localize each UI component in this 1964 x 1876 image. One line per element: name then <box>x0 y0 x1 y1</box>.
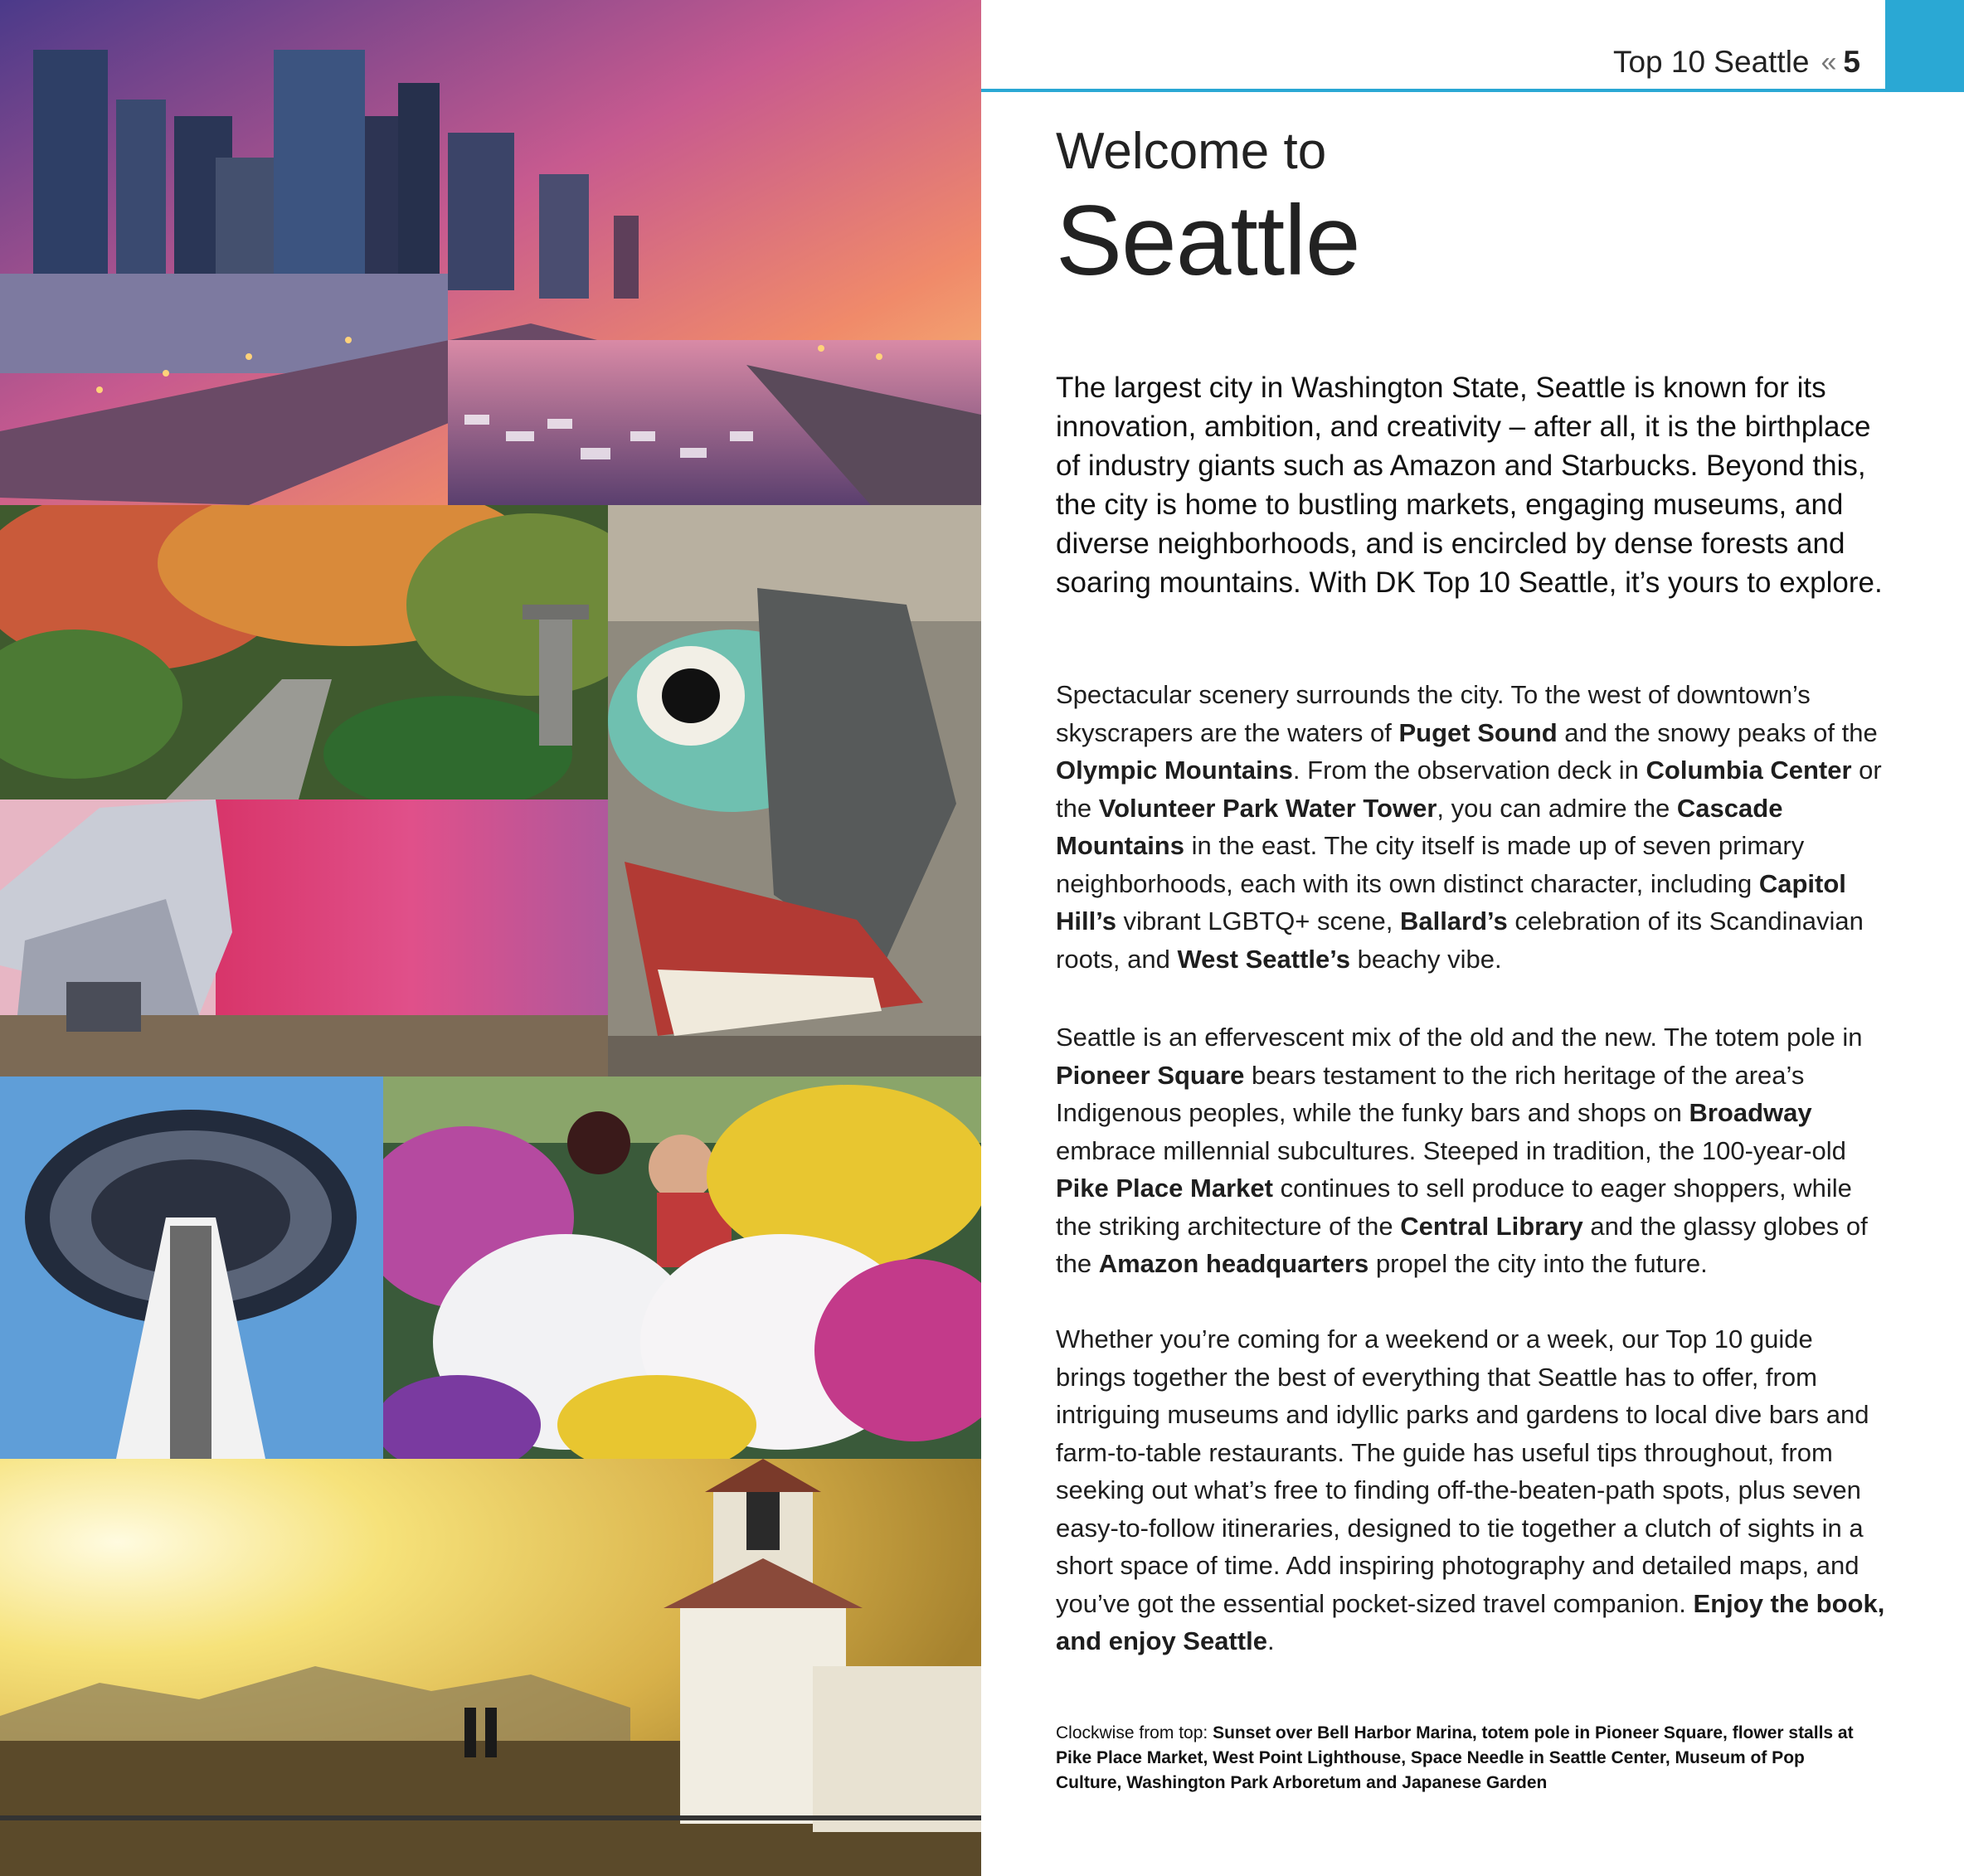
header-accent-tab <box>1885 0 1964 92</box>
bold-place-name: Volunteer Park Water Tower <box>1098 793 1437 823</box>
paragraph-text: and the glassy globes of the <box>1056 1211 1868 1278</box>
space-needle-photo <box>0 1077 383 1459</box>
paragraph-text: embrace millennial subcultures. Steeped in tradition, the 100-year-old <box>1056 1135 1846 1165</box>
bold-place-name: West Seattle’s <box>1177 944 1350 974</box>
double-chevron-left-icon: « <box>1821 46 1832 78</box>
paragraph-text: vibrant LGBTQ+ scene, <box>1116 906 1400 936</box>
bold-place-name: Enjoy the book, and enjoy Seattle <box>1056 1588 1885 1655</box>
paragraph-text: Spectacular scenery surrounds the city. To the west of downtown’s skyscrapers are the waters of <box>1056 680 1811 747</box>
bold-place-name: Cascade Mountains <box>1056 793 1783 860</box>
bold-place-name: Broadway <box>1689 1098 1812 1127</box>
paragraph-text: . <box>1266 1626 1275 1655</box>
bold-place-name: Pioneer Square <box>1056 1060 1245 1090</box>
sunset-marina-photo <box>0 0 981 505</box>
body-paragraph-2 <box>1056 1018 1885 1283</box>
running-title: Top 10 Seattle <box>1612 45 1810 79</box>
paragraph-text: bears testament to the rich heritage of the area’s Indigenous peoples, while the funky bars and shops on <box>1056 1060 1805 1127</box>
west-point-lighthouse-photo <box>0 1459 981 1876</box>
body-paragraph-1 <box>1056 676 1885 978</box>
paragraph-text: , you can admire the <box>1437 793 1677 823</box>
pike-place-flowers-photo <box>383 1077 981 1459</box>
bold-place-name: Ballard’s <box>1399 906 1508 936</box>
caption-text: Sunset over Bell Harbor Marina, totem pole in Pioneer Square, flower stalls at Pike Place Market, West Point Lighthouse, Space Needle in Seattle Center, Museum of Pop Culture, Washington Park Arboretum and Japanese Garden <box>1056 1723 1854 1792</box>
paragraph-text: Seattle is an effervescent mix of the old and the new. The totem pole in <box>1056 1023 1863 1052</box>
paragraph-text: and the snowy peaks of the <box>1557 717 1878 747</box>
bold-place-name: Central Library <box>1400 1211 1583 1241</box>
paragraph-text: in the east. The city itself is made up of seven primary neighborhoods, each with its own distinct character, including <box>1056 831 1805 898</box>
bold-place-name: Columbia Center <box>1646 756 1852 785</box>
paragraph-text: continues to sell produce to eager shoppers, while the striking architecture of the <box>1056 1174 1852 1241</box>
museum-of-pop-culture-photo <box>0 799 608 1077</box>
photo-caption <box>1056 1721 1869 1796</box>
paragraph-text: celebration of its Scandinavian roots, and <box>1056 906 1864 974</box>
paragraph-text: . From the observation deck in <box>1292 756 1646 785</box>
page-kicker: Welcome to <box>1056 123 1327 180</box>
caption-lead: Clockwise from top: <box>1056 1723 1213 1742</box>
bold-place-name: Olympic Mountains <box>1056 756 1293 785</box>
header-accent-rule <box>981 89 1885 92</box>
paragraph-text: or the <box>1056 756 1882 823</box>
bold-place-name: Amazon headquarters <box>1098 1249 1369 1278</box>
paragraph-text: beachy vibe. <box>1349 944 1502 974</box>
bold-place-name: Pike Place Market <box>1056 1174 1273 1203</box>
japanese-garden-photo <box>0 505 608 799</box>
running-head <box>1613 45 1860 80</box>
page-number: 5 <box>1843 45 1860 79</box>
totem-pole-photo <box>608 505 981 1077</box>
intro-paragraph: The largest city in Washington State, Seattle is known for its innovation, ambition, and creativity – after all, it is the birthplace of industry giants such as Amazon and Starbucks. Beyond this, the city is home to bustling markets, engaging museums, and diverse neighborhoods, and is encircled by dense forests and soaring mountains. With DK Top 10 Seattle, it’s yours to explore. <box>1056 372 1883 599</box>
page-title: Seattle <box>1056 185 1360 296</box>
bold-place-name: Capitol Hill’s <box>1056 868 1846 936</box>
body-paragraph-3 <box>1056 1320 1885 1660</box>
paragraph-text: propel the city into the future. <box>1368 1249 1708 1278</box>
paragraph-text: Whether you’re coming for a weekend or a week, our Top 10 guide brings together the best of everything that Seattle has to offer, from intriguing museums and idyllic parks and gardens to local dive bars and farm-to-table restaurants. The guide has useful tips throughout, from seeking out what’s free to finding off-the-beaten-path spots, plus seven easy-to-follow itineraries, designed to tie together a clutch of sights in a short space of time. Add inspiring photography and detailed maps, and you’ve got the essential pocket-sized travel companion. <box>1056 1324 1869 1618</box>
bold-place-name: Puget Sound <box>1398 717 1558 747</box>
